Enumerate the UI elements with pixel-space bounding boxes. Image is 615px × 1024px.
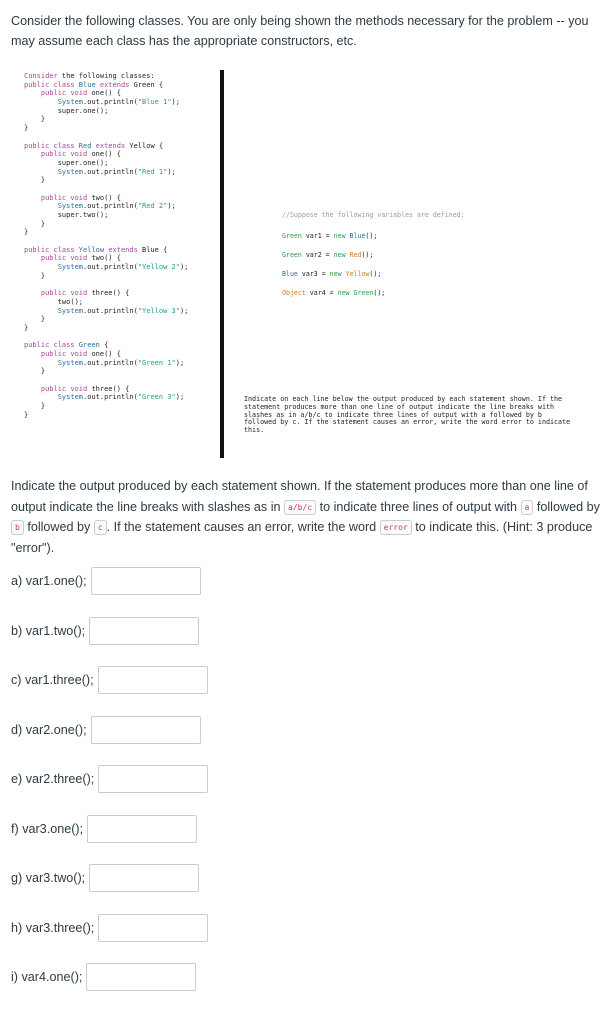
code-token: System — [57, 98, 84, 107]
code-token: } — [24, 176, 46, 185]
code-token: Red — [78, 141, 96, 150]
answer-label: d) var2.one(); — [11, 723, 87, 737]
answer-label: i) var4.one(); — [11, 970, 83, 984]
code-line — [24, 133, 219, 142]
answer-input-g[interactable] — [89, 864, 199, 892]
variable-line — [282, 251, 582, 270]
code-line — [24, 107, 219, 116]
code-token: } — [24, 271, 46, 280]
variable-line — [282, 270, 582, 289]
code-token — [24, 150, 41, 158]
code-token: two(); — [24, 297, 84, 306]
code-token — [24, 254, 41, 262]
code-line — [24, 367, 219, 376]
code-token: Green { — [133, 80, 164, 89]
code-token: public void — [40, 384, 92, 393]
question-text: Indicate the output produced by each statement shown. If the statement produces more than one line of output indicate the line breaks with slashes as in a/b/c to indicate three lines of output with a followed by b followed by c . If the statement causes an error, write the word error to indicate this. (Hint: 3 produce "error"). — [11, 479, 600, 555]
code-token: ); — [175, 393, 185, 402]
code-token: "Red 2" — [137, 202, 168, 211]
answer-input-c[interactable] — [98, 666, 208, 694]
code-token: "Green 1" — [137, 358, 176, 367]
code-line — [24, 168, 219, 177]
code-token: Yellow { — [129, 141, 164, 150]
answer-row-a — [11, 566, 201, 596]
code-token: super.one(); — [24, 106, 109, 115]
answer-input-d[interactable] — [91, 716, 201, 744]
code-token: ); — [167, 167, 176, 176]
code-token: .out.println( — [83, 202, 138, 211]
code-line — [24, 211, 219, 220]
code-line — [24, 402, 219, 411]
code-token: System — [57, 202, 84, 211]
code-token — [24, 289, 41, 297]
code-token: { — [104, 341, 109, 350]
answer-label: g) var3.two(); — [11, 871, 86, 885]
code-line — [24, 246, 219, 255]
answer-row-c — [11, 665, 208, 695]
code-token — [24, 98, 58, 106]
answer-label: f) var3.one(); — [11, 822, 84, 836]
code-token: public class — [24, 141, 79, 150]
code-token: public class — [24, 80, 79, 89]
code-token: System — [57, 263, 84, 272]
code-token: } — [24, 410, 29, 419]
code-line — [24, 115, 219, 124]
code-line — [24, 281, 219, 290]
code-token — [24, 194, 41, 202]
answer-input-e[interactable] — [98, 765, 208, 793]
code-line — [24, 350, 219, 359]
code-token: } — [24, 124, 29, 133]
code-line — [24, 89, 219, 98]
code-token: ); — [175, 358, 185, 367]
code-line — [24, 315, 219, 324]
variable-token: Red — [349, 251, 362, 259]
code-line — [24, 228, 219, 237]
variable-token: (); — [365, 232, 378, 240]
code-token: public void — [40, 89, 92, 98]
example-chip: error — [380, 520, 412, 535]
code-line — [24, 72, 219, 81]
variable-token: Yellow — [345, 270, 370, 278]
code-line — [24, 263, 219, 272]
code-token: System — [57, 167, 84, 176]
code-line — [24, 272, 219, 281]
code-token: Yellow — [78, 245, 109, 254]
code-token — [24, 89, 41, 97]
code-token: } — [24, 323, 29, 332]
code-line — [24, 393, 219, 402]
code-token: three() { — [91, 289, 130, 298]
variable-token: Blue — [282, 270, 298, 278]
example-chip: a/b/c — [284, 500, 316, 515]
variable-token: var1 = — [301, 232, 334, 240]
variable-token: (); — [369, 270, 382, 278]
code-instructions: Indicate on each line below the output produced by each statement shown. If the statement produces more than one line of output indicate the line breaks with slashes as in a/b/c to indicate three lines of output with a followed by b followed by c. If the statement causes an error, write the word error to indicate this. — [244, 395, 571, 435]
example-chip: b — [11, 520, 24, 535]
code-line — [24, 307, 219, 316]
answer-input-h[interactable] — [98, 914, 208, 942]
class-code-image — [24, 72, 219, 420]
code-token: ); — [179, 263, 189, 272]
variable-token: var2 = — [301, 251, 334, 259]
code-token — [24, 359, 58, 367]
variable-token: new — [337, 289, 354, 297]
divider-bar — [220, 70, 224, 458]
answer-row-e — [11, 764, 208, 794]
code-line — [24, 176, 219, 185]
answer-label: a) var1.one(); — [11, 574, 87, 588]
code-token: } — [24, 367, 46, 376]
answer-input-i[interactable] — [86, 963, 196, 991]
code-token: one() { — [91, 89, 121, 98]
code-line — [24, 202, 219, 211]
code-token: ); — [179, 306, 189, 315]
code-token: ); — [171, 98, 180, 107]
code-line — [24, 359, 219, 368]
code-token: public class — [24, 245, 79, 254]
code-line — [24, 341, 219, 350]
variable-token: (); — [361, 251, 374, 259]
code-token: .out.println( — [83, 98, 138, 107]
code-line — [24, 385, 219, 394]
code-token: the following classes: — [57, 72, 155, 80]
code-line — [24, 124, 219, 133]
answer-label: b) var1.two(); — [11, 624, 86, 638]
example-chip: a — [521, 500, 534, 515]
code-token: System — [57, 306, 84, 315]
variable-token: new — [329, 270, 346, 278]
code-token: .out.println( — [83, 306, 138, 315]
variable-token: Green — [353, 289, 374, 297]
code-token — [24, 168, 58, 176]
code-line — [24, 289, 219, 298]
code-line — [24, 159, 219, 168]
code-token: } — [24, 402, 46, 411]
code-token: super.two(); — [24, 211, 109, 219]
answer-row-g — [11, 863, 199, 893]
code-token: .out.println( — [83, 393, 138, 402]
code-token: public class — [24, 341, 79, 350]
code-token — [24, 263, 58, 271]
answer-label: c) var1.three(); — [11, 673, 94, 687]
code-token: "Red 1" — [137, 167, 168, 176]
code-token: public void — [40, 254, 92, 263]
answer-row-f — [11, 814, 197, 844]
variable-token: Object — [282, 289, 306, 297]
code-line — [24, 254, 219, 263]
code-token: "Yellow 3" — [137, 306, 180, 315]
code-token: three() { — [91, 384, 130, 393]
code-token: System — [57, 393, 84, 402]
code-token — [24, 350, 41, 358]
variable-token: Blue — [349, 232, 366, 240]
variable-token: Green — [282, 251, 302, 259]
code-token: } — [24, 315, 46, 324]
code-token — [24, 202, 58, 210]
answer-input-b[interactable] — [89, 617, 199, 645]
variable-token: (); — [373, 289, 386, 297]
code-line — [24, 81, 219, 90]
variable-token: Green — [282, 232, 302, 240]
code-line — [24, 185, 219, 194]
code-token: ); — [167, 202, 176, 211]
answer-row-b — [11, 616, 199, 646]
code-line — [24, 220, 219, 229]
answer-row-i — [11, 962, 196, 992]
code-token: "Yellow 2" — [137, 263, 180, 272]
code-token: .out.println( — [83, 263, 138, 272]
variable-line — [282, 289, 582, 308]
code-line — [24, 298, 219, 307]
answer-row-d — [11, 715, 201, 745]
answer-input-f[interactable] — [87, 815, 197, 843]
code-token: one() { — [91, 350, 121, 358]
code-token: two() { — [91, 254, 121, 263]
variable-token: var4 = — [305, 289, 338, 297]
variable-token: new — [333, 232, 350, 240]
code-line — [24, 324, 219, 333]
code-token: Green — [78, 341, 105, 350]
code-token: extends — [99, 80, 134, 89]
code-token: public void — [40, 350, 92, 358]
code-line — [24, 142, 219, 151]
intro-text: Consider the following classes. You are only being shown the methods necessary for the problem -- you may assume each class has the appropriate constructors, etc. — [11, 14, 589, 48]
code-token: one() { — [91, 150, 121, 159]
code-token: .out.println( — [83, 167, 138, 176]
code-token: extends — [95, 141, 130, 150]
code-line — [24, 98, 219, 107]
code-token: super.one(); — [24, 158, 109, 167]
answer-row-h — [11, 913, 208, 943]
code-line — [24, 150, 219, 159]
answer-input-a[interactable] — [91, 567, 201, 595]
code-token: extends — [108, 245, 143, 254]
code-line — [24, 333, 219, 342]
code-line — [24, 237, 219, 246]
code-token: public void — [40, 289, 92, 298]
code-token: "Blue 1" — [137, 98, 172, 107]
variable-token: new — [333, 251, 350, 259]
code-token: two() { — [91, 193, 121, 202]
vars-comment: //Suppose the following variables are defined: — [282, 211, 465, 219]
code-token: Consider — [24, 72, 58, 80]
code-token: "Green 3" — [137, 393, 176, 402]
code-token: Blue { — [142, 245, 168, 254]
variable-line — [282, 232, 582, 251]
code-token: .out.println( — [83, 358, 138, 367]
code-token — [24, 393, 58, 401]
variable-definitions — [282, 211, 582, 308]
code-token: } — [24, 219, 46, 228]
code-token: } — [24, 228, 29, 237]
code-token: System — [57, 358, 84, 367]
code-token — [24, 385, 41, 393]
code-token: public void — [40, 150, 92, 159]
code-line — [24, 376, 219, 385]
example-chip: c — [94, 520, 107, 535]
code-token: } — [24, 115, 46, 124]
answer-label: e) var2.three(); — [11, 772, 95, 786]
variable-token: var3 = — [297, 270, 330, 278]
code-line — [24, 411, 219, 420]
code-token: public void — [40, 193, 92, 202]
code-token: Blue — [78, 80, 100, 89]
code-token — [24, 307, 58, 315]
code-line — [24, 194, 219, 203]
answer-label: h) var3.three(); — [11, 921, 95, 935]
